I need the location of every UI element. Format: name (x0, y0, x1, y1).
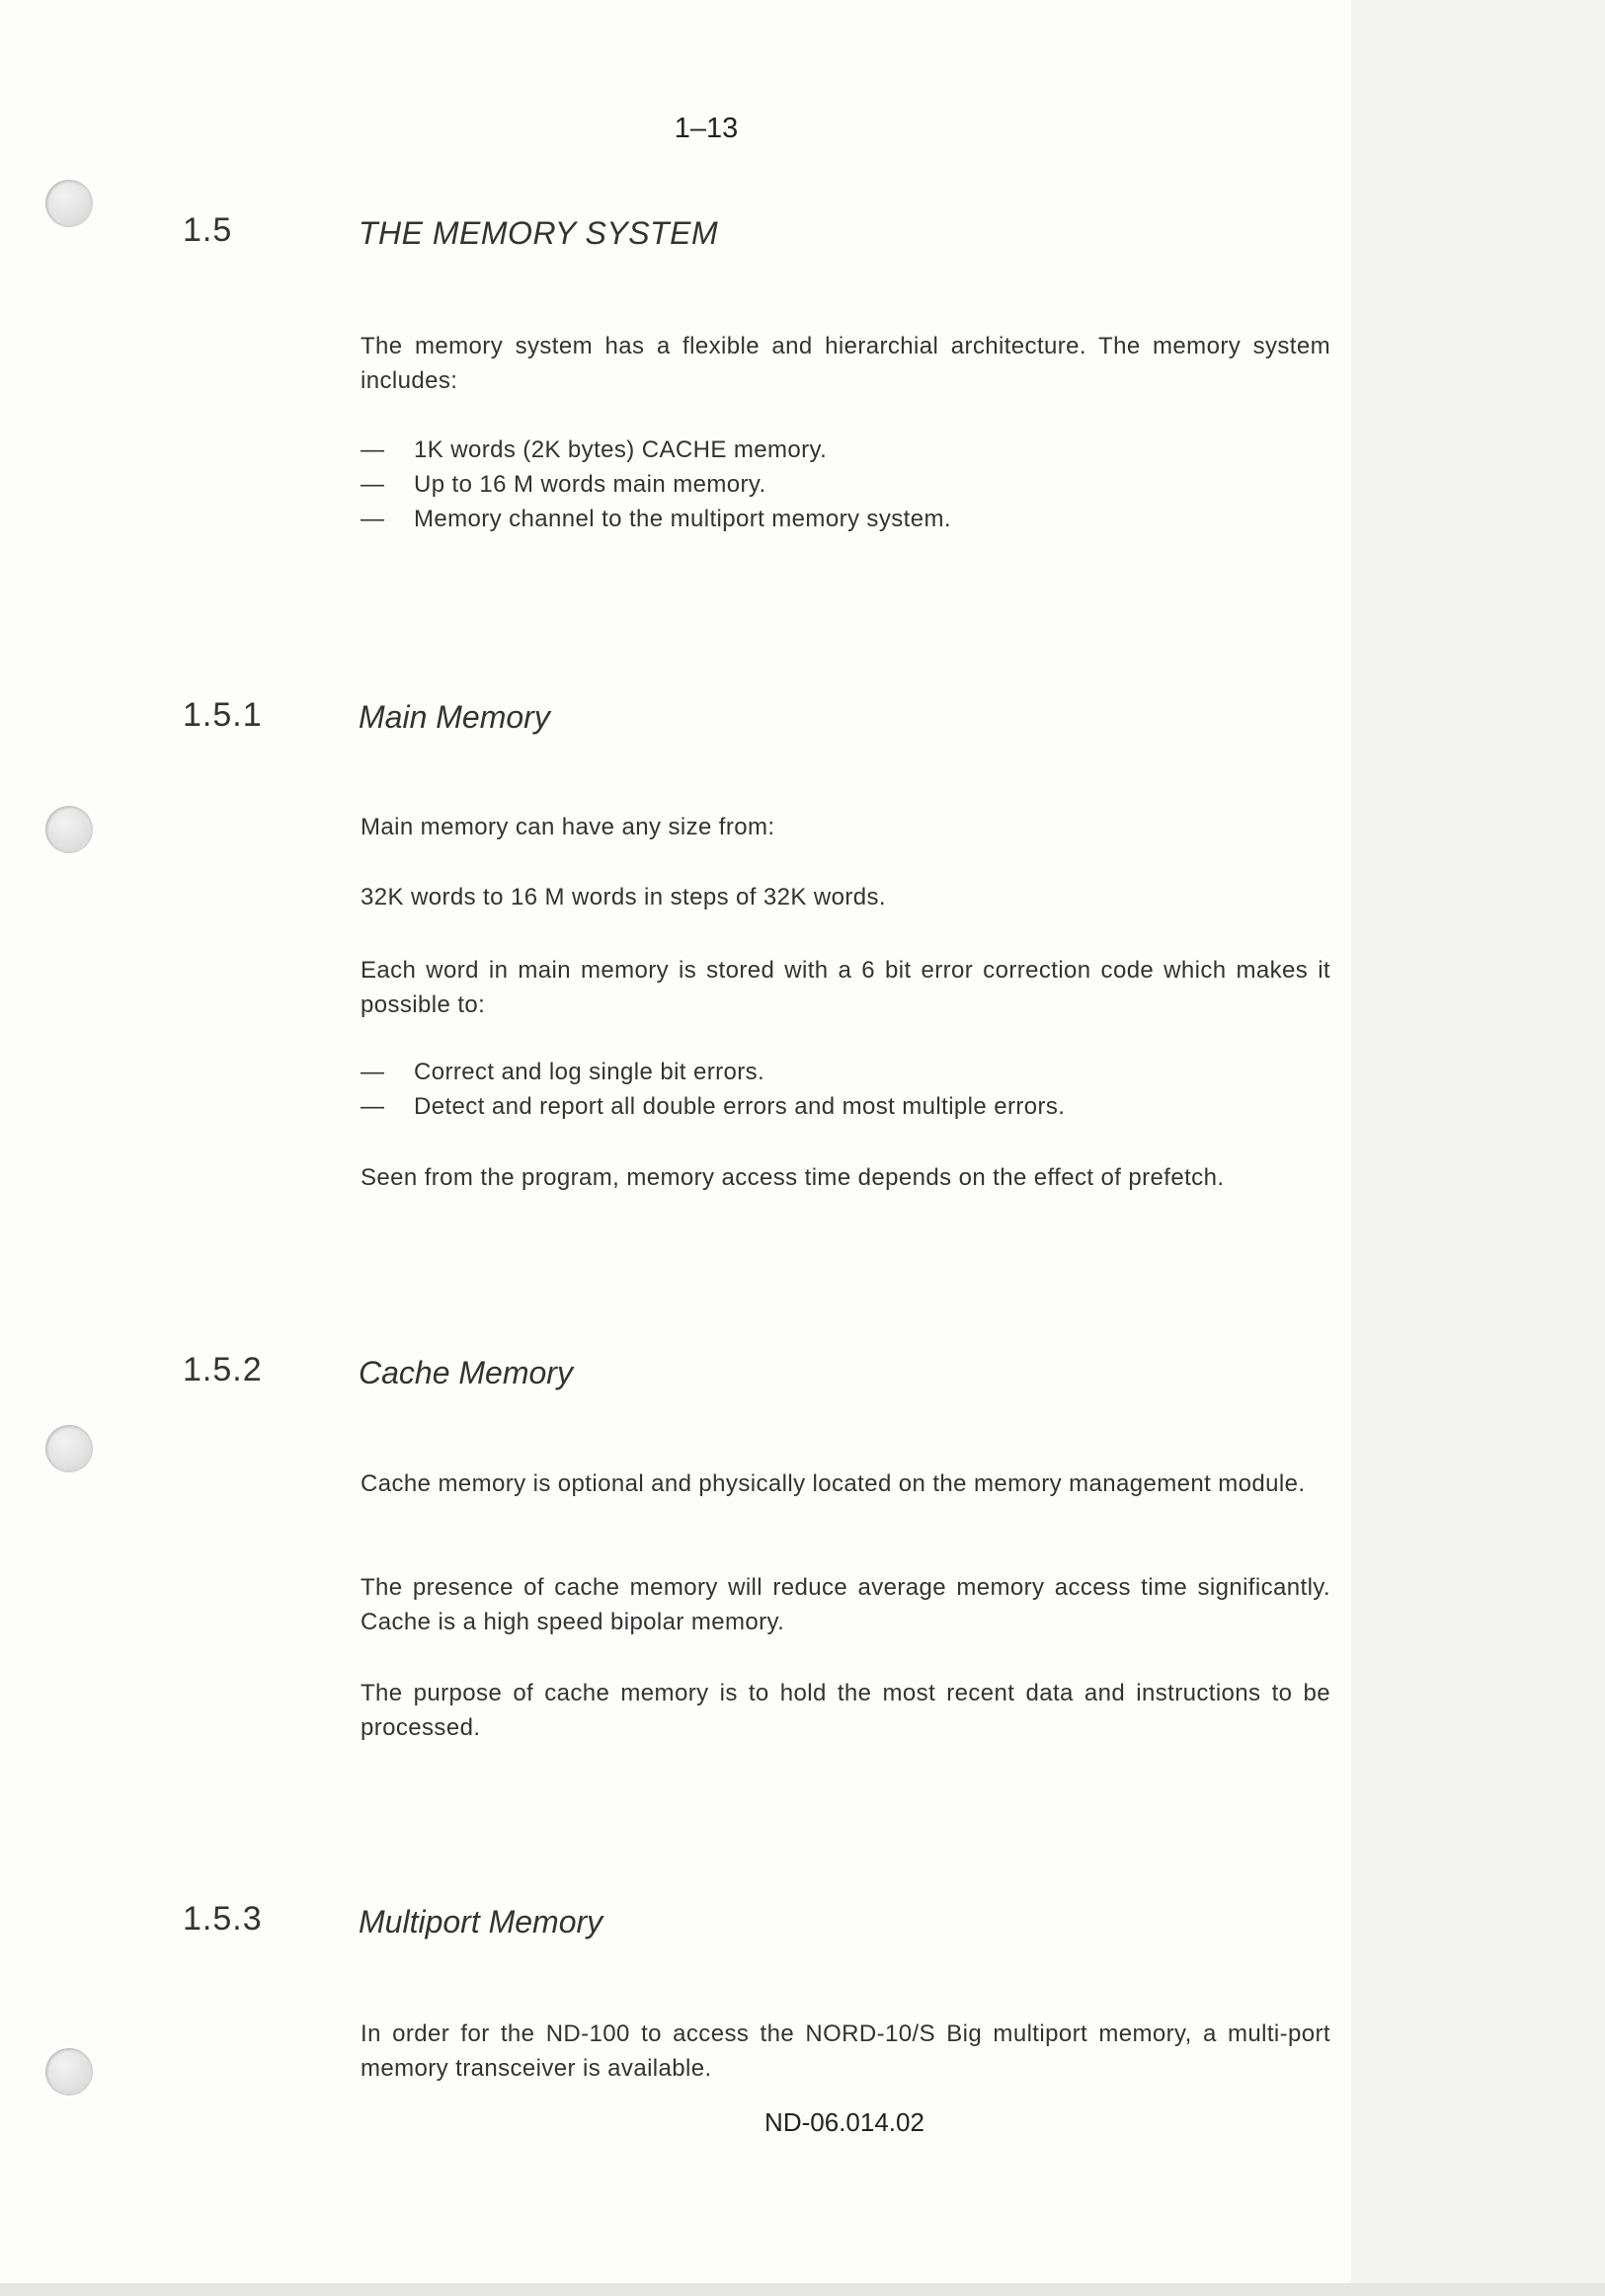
list-item-text: Memory channel to the multiport memory system. (414, 506, 951, 532)
list-item-text: Correct and log single bit errors. (414, 1059, 765, 1085)
dash-marker: — (361, 506, 385, 532)
paragraph: 32K words to 16 M words in steps of 32K words. (361, 884, 886, 910)
list-item-text: 1K words (2K bytes) CACHE memory. (414, 436, 828, 463)
section-title: Multiport Memory (359, 1904, 603, 1940)
section-number: 1.5 (183, 211, 233, 249)
paragraph: Each word in main memory is stored with a 6 bit error correction code which makes it possible to: (361, 957, 1330, 1018)
dash-marker: — (361, 471, 385, 498)
section-number: 1.5.2 (183, 1351, 263, 1388)
bullet-list (361, 1055, 1330, 1124)
dash-marker: — (361, 436, 385, 463)
paragraph: Seen from the program, memory access time depends on the effect of prefetch. (361, 1164, 1225, 1191)
dash-marker: — (361, 1059, 385, 1085)
paragraph: Main memory can have any size from: (361, 814, 775, 840)
bullet-list (361, 433, 1330, 536)
punch-hole (45, 1425, 93, 1472)
page-bottom-edge (0, 2283, 1605, 2296)
section-title: THE MEMORY SYSTEM (359, 215, 719, 251)
list-item (361, 502, 1330, 536)
section-title: Cache Memory (359, 1355, 573, 1390)
list-item-text: Detect and report all double errors and most multiple errors. (414, 1093, 1066, 1120)
section-number: 1.5.1 (183, 696, 263, 734)
dash-marker: — (361, 1093, 385, 1120)
list-item-text: Up to 16 M words main memory. (414, 471, 766, 498)
document-id: ND-06.014.02 (764, 2107, 924, 2137)
paragraph: The purpose of cache memory is to hold the most recent data and instructions to be processed. (361, 1680, 1330, 1741)
paragraph: The presence of cache memory will reduce average memory access time significantly. Cache is a high speed bipolar memory. (361, 1574, 1330, 1635)
section-number: 1.5.3 (183, 1900, 263, 1938)
punch-hole (45, 806, 93, 853)
paragraph: In order for the ND-100 to access the NORD-10/S Big multiport memory, a multi-port memory transceiver is available. (361, 2020, 1330, 2082)
punch-hole (45, 180, 93, 227)
list-item (361, 467, 1330, 502)
list-item (361, 1089, 1330, 1124)
page-edge (1351, 0, 1605, 2296)
punch-hole (45, 2048, 93, 2096)
paragraph: Cache memory is optional and physically located on the memory management module. (361, 1470, 1306, 1497)
section-title: Main Memory (359, 699, 550, 735)
paragraph: The memory system has a flexible and hierarchial architecture. The memory system includes: (361, 333, 1330, 394)
list-item (361, 1055, 1330, 1089)
list-item (361, 433, 1330, 467)
page-number: 1–13 (674, 113, 739, 144)
